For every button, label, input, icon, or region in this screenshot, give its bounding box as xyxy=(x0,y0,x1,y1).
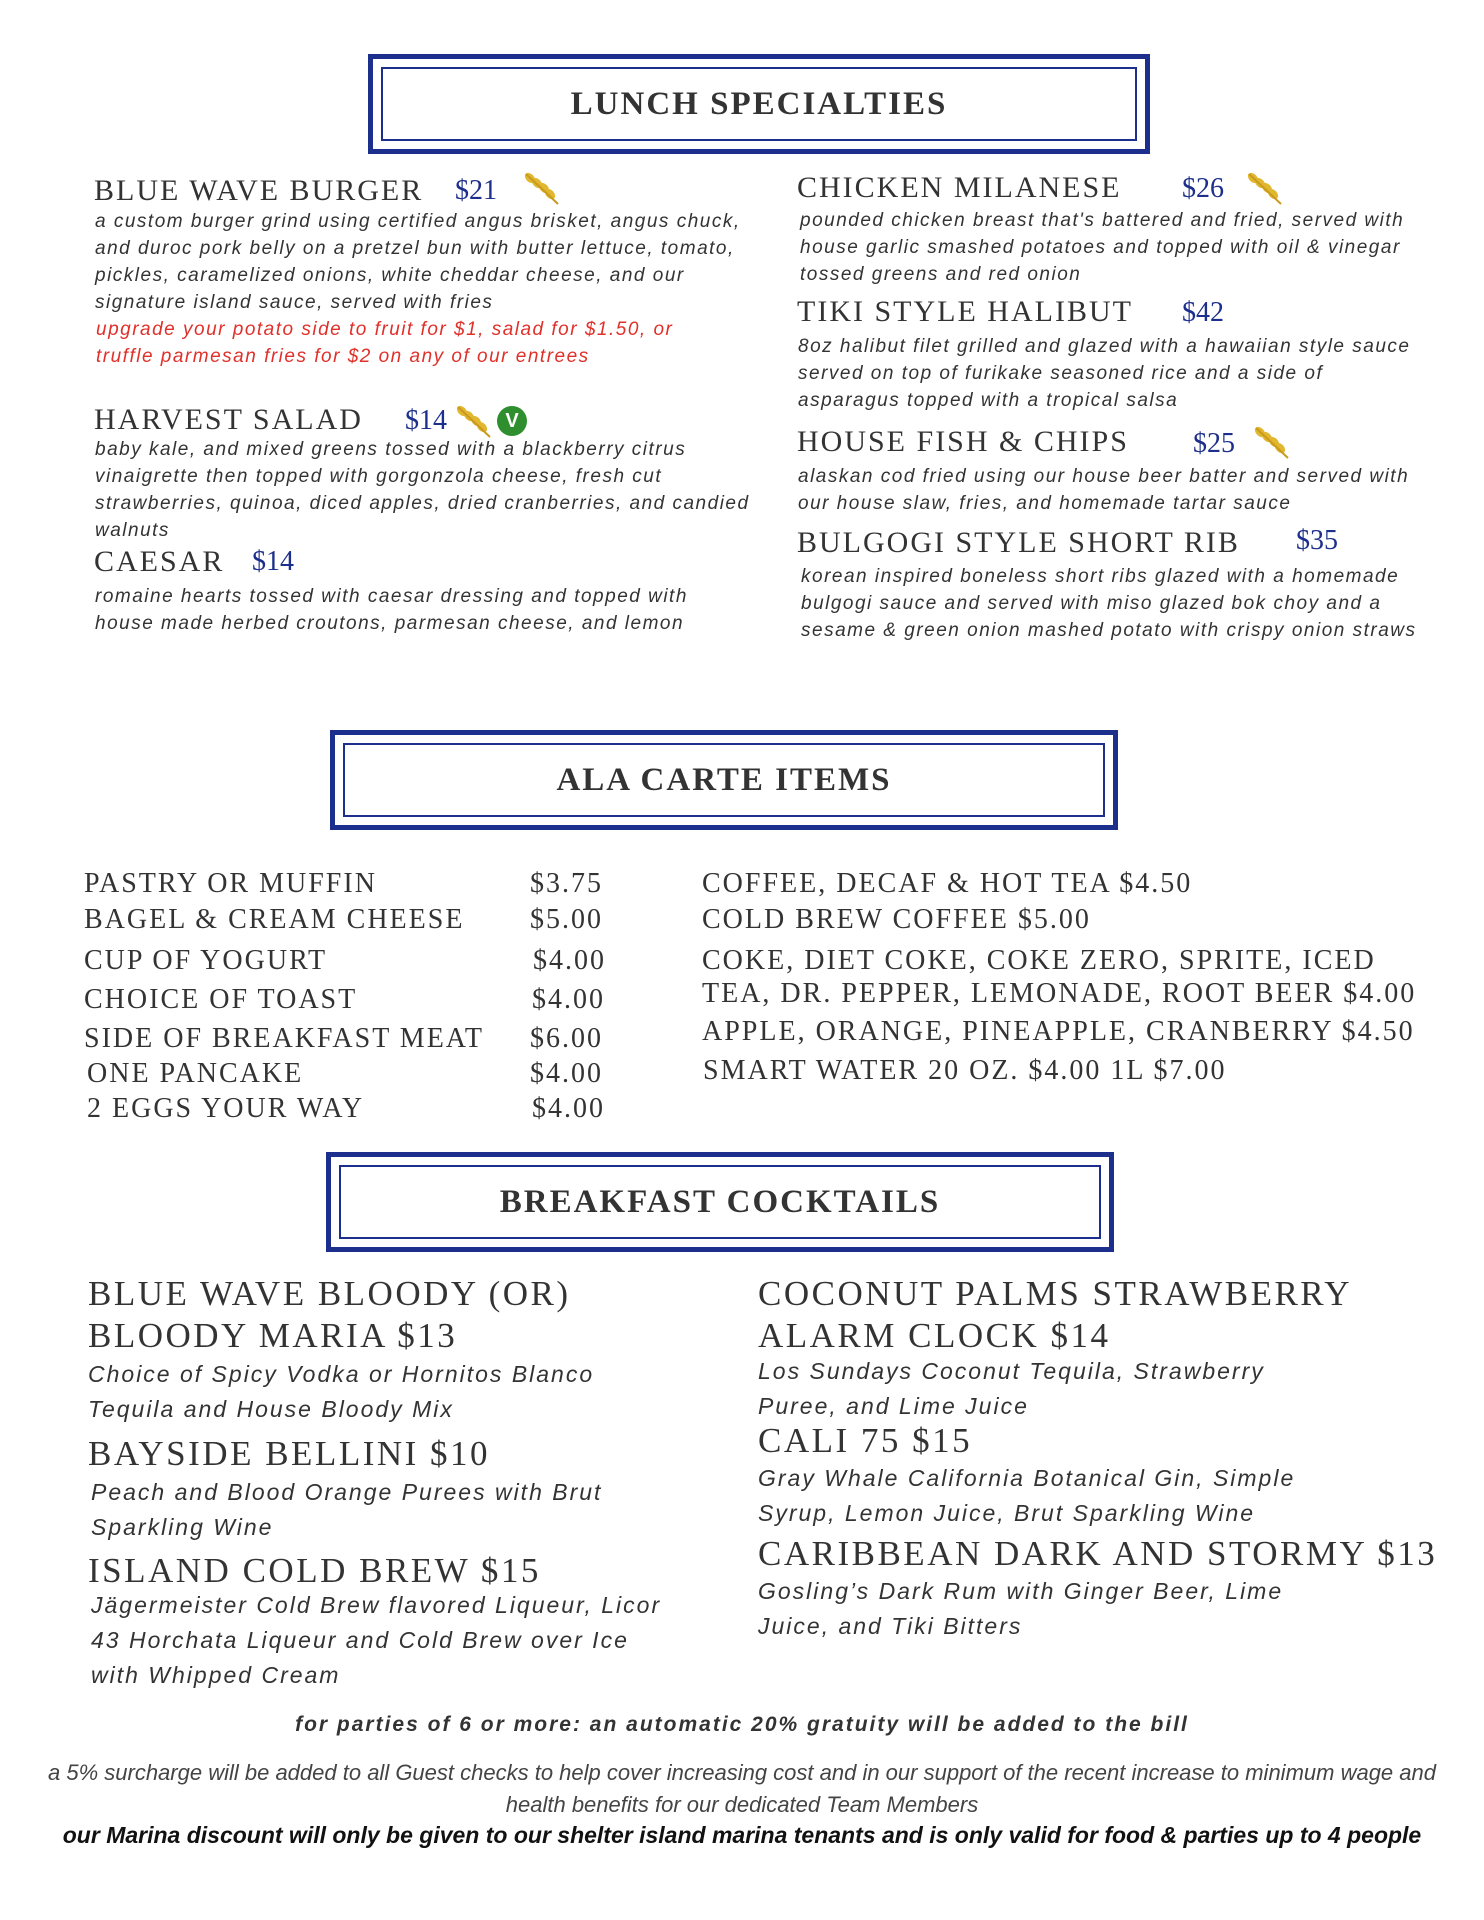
ala-carte-drink: COKE, DIET COKE, COKE ZERO, SPRITE, ICED xyxy=(702,945,1376,976)
surcharge-note: a 5% surcharge will be added to all Guest checks to help cover increasing cost and in our support of the recent increase to minimum wage and health benefits for our dedicated Team Members xyxy=(48,1760,1436,1817)
upgrade-note: upgrade your potato side to fruit for $1, salad for $1.50, or truffle parmesan fries for $2 on any of our entrees xyxy=(96,319,674,367)
wheat-icon xyxy=(1250,424,1290,460)
ala-carte-item-name: ONE PANCAKE xyxy=(87,1058,304,1089)
item-description: alaskan cod fried using our house beer batter and served with our house slaw, fries, and homemade tartar sauce xyxy=(798,466,1410,514)
ala-carte-drink: COFFEE, DECAF & HOT TEA $4.50 xyxy=(702,868,1193,899)
section-title: ALA CARTE ITEMS xyxy=(556,761,892,798)
ala-carte-item-price: $4.00 xyxy=(532,1093,605,1124)
vegan-icon: V xyxy=(497,406,527,436)
item-price: $21 xyxy=(455,175,497,206)
cocktail-name: CARIBBEAN DARK AND STORMY $13 xyxy=(758,1534,1438,1573)
ala-carte-item-price: $3.75 xyxy=(530,868,603,899)
ala-carte-item-name: CUP OF YOGURT xyxy=(84,945,328,976)
cocktail-description: Jägermeister Cold Brew flavored Liqueur, Licor 43 Horchata Liqueur and Cold Brew over Ice with Whipped Cream xyxy=(91,1592,662,1688)
ala-carte-item-price: $5.00 xyxy=(530,904,603,935)
item-price: $25 xyxy=(1193,428,1235,459)
ala-carte-drink: COLD BREW COFFEE $5.00 xyxy=(702,904,1091,935)
item-name-house-fish-and-chips: HOUSE FISH & CHIPS xyxy=(797,425,1129,458)
item-price: $14 xyxy=(405,405,447,436)
ala-carte-item-name: PASTRY OR MUFFIN xyxy=(84,868,377,899)
ala-carte-item-price: $6.00 xyxy=(530,1023,603,1054)
item-description: pounded chicken breast that's battered and fried, served with house garlic smashed potatoes and topped with oil & vinegar tossed greens and red onion xyxy=(800,210,1405,285)
item-description: korean inspired boneless short ribs glazed with a homemade bulgogi sauce and served with miso glazed bok choy and a sesame & green onion mashed potato with crispy onion straws xyxy=(801,566,1417,641)
wheat-icon xyxy=(1243,170,1283,206)
item-description: baby kale, and mixed greens tossed with a blackberry citrus vinaigrette then topped with gorgonzola cheese, fresh cut strawberries, quinoa, diced apples, dried cranberries, and candied walnuts xyxy=(95,439,750,541)
item-name-bulgogi-short-rib: BULGOGI STYLE SHORT RIB xyxy=(797,526,1240,559)
item-description: a custom burger grind using certified angus brisket, angus chuck, and duroc pork belly on a pretzel bun with butter lettuce, tomato, pickles, caramelized onions, white cheddar cheese, and our signature island sauce, served with fries xyxy=(95,211,741,313)
cocktail-name: COCONUT PALMS STRAWBERRY ALARM CLOCK $14 xyxy=(758,1274,1351,1355)
marina-discount-note: our Marina discount will only be given to our shelter island marina tenants and is only valid for food & parties up to 4 people xyxy=(62,1822,1422,1848)
item-name-harvest-salad: HARVEST SALAD xyxy=(94,403,363,436)
cocktail-name: BAYSIDE BELLINI $10 xyxy=(88,1434,491,1473)
cocktail-name: ISLAND COLD BREW $15 xyxy=(88,1551,541,1590)
ala-carte-item-name: BAGEL & CREAM CHEESE xyxy=(84,904,465,935)
wheat-icon xyxy=(452,403,492,439)
cocktail-description: Los Sundays Coconut Tequila, Strawberry Puree, and Lime Juice xyxy=(758,1358,1265,1419)
ala-carte-item-name: CHOICE OF TOAST xyxy=(84,984,358,1015)
item-price: $14 xyxy=(252,546,294,577)
cocktail-description: Peach and Blood Orange Purees with Brut Sparkling Wine xyxy=(91,1479,603,1540)
ala-carte-drink: APPLE, ORANGE, PINEAPPLE, CRANBERRY $4.50 xyxy=(702,1016,1415,1047)
gratuity-note: for parties of 6 or more: an automatic 20% gratuity will be added to the bill xyxy=(295,1713,1189,1736)
item-name-chicken-milanese: CHICKEN MILANESE xyxy=(797,171,1122,204)
item-name-tiki-style-halibut: TIKI STYLE HALIBUT xyxy=(797,295,1133,328)
item-price: $26 xyxy=(1182,173,1224,204)
ala-carte-item-name: 2 EGGS YOUR WAY xyxy=(87,1093,365,1124)
item-description: 8oz halibut filet grilled and glazed with a hawaiian style sauce served on top of furikake seasoned rice and a side of asparagus topped with a tropical salsa xyxy=(798,336,1411,411)
item-price: $42 xyxy=(1182,297,1224,328)
lunch-specialties-header xyxy=(368,54,1150,154)
ala-carte-item-price: $4.00 xyxy=(530,1058,603,1089)
ala-carte-item-price: $4.00 xyxy=(533,945,606,976)
ala-carte-header xyxy=(330,730,1118,830)
cocktail-name: BLUE WAVE BLOODY (OR) BLOODY MARIA $13 xyxy=(88,1274,571,1355)
cocktail-description: Gray Whale California Botanical Gin, Simple Syrup, Lemon Juice, Brut Sparkling Wine xyxy=(758,1465,1296,1526)
ala-carte-drink: TEA, DR. PEPPER, LEMONADE, ROOT BEER $4.00 xyxy=(702,978,1417,1009)
item-name-blue-wave-burger: BLUE WAVE BURGER xyxy=(94,174,424,207)
item-price: $35 xyxy=(1296,525,1338,556)
item-name-caesar: CAESAR xyxy=(94,545,225,578)
ala-carte-item-name: SIDE OF BREAKFAST MEAT xyxy=(84,1023,485,1054)
ala-carte-drink: SMART WATER 20 OZ. $4.00 1L $7.00 xyxy=(703,1055,1227,1086)
wheat-icon xyxy=(520,170,560,206)
item-description: romaine hearts tossed with caesar dressing and topped with house made herbed croutons, parmesan cheese, and lemon xyxy=(95,586,688,634)
section-title: BREAKFAST COCKTAILS xyxy=(499,1183,941,1220)
section-title: LUNCH SPECIALTIES xyxy=(570,85,948,122)
ala-carte-item-price: $4.00 xyxy=(532,984,605,1015)
cocktail-name: CALI 75 $15 xyxy=(758,1421,973,1460)
cocktail-description: Gosling’s Dark Rum with Ginger Beer, Lime Juice, and Tiki Bitters xyxy=(758,1578,1284,1639)
breakfast-cocktails-header xyxy=(326,1152,1114,1252)
cocktail-description: Choice of Spicy Vodka or Hornitos Blanco Tequila and House Bloody Mix xyxy=(88,1361,595,1422)
